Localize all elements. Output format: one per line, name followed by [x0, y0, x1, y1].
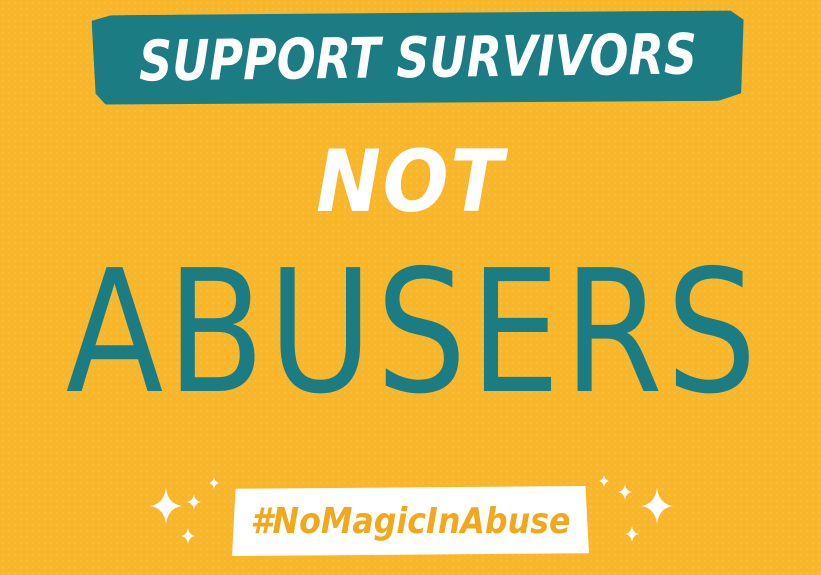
sparkle-icon [209, 477, 219, 489]
right-sparkle-cluster [599, 475, 673, 542]
hashtag-text: #NoMagicInAbuse [250, 500, 571, 542]
sparkle-icon [618, 484, 632, 500]
sparkle-icon [181, 528, 195, 544]
not-text: NOT [316, 132, 505, 232]
sparkle-icon [187, 494, 201, 510]
left-sparkle-cluster [150, 477, 219, 544]
sparkle-icon [625, 526, 639, 542]
sparkle-icon [599, 475, 609, 487]
sparkle-icon [641, 488, 673, 524]
headline-text: SUPPORT SURVIVORS [138, 21, 698, 95]
abusers-text: ABUSERS [65, 234, 761, 432]
sparkle-icon [150, 488, 182, 524]
